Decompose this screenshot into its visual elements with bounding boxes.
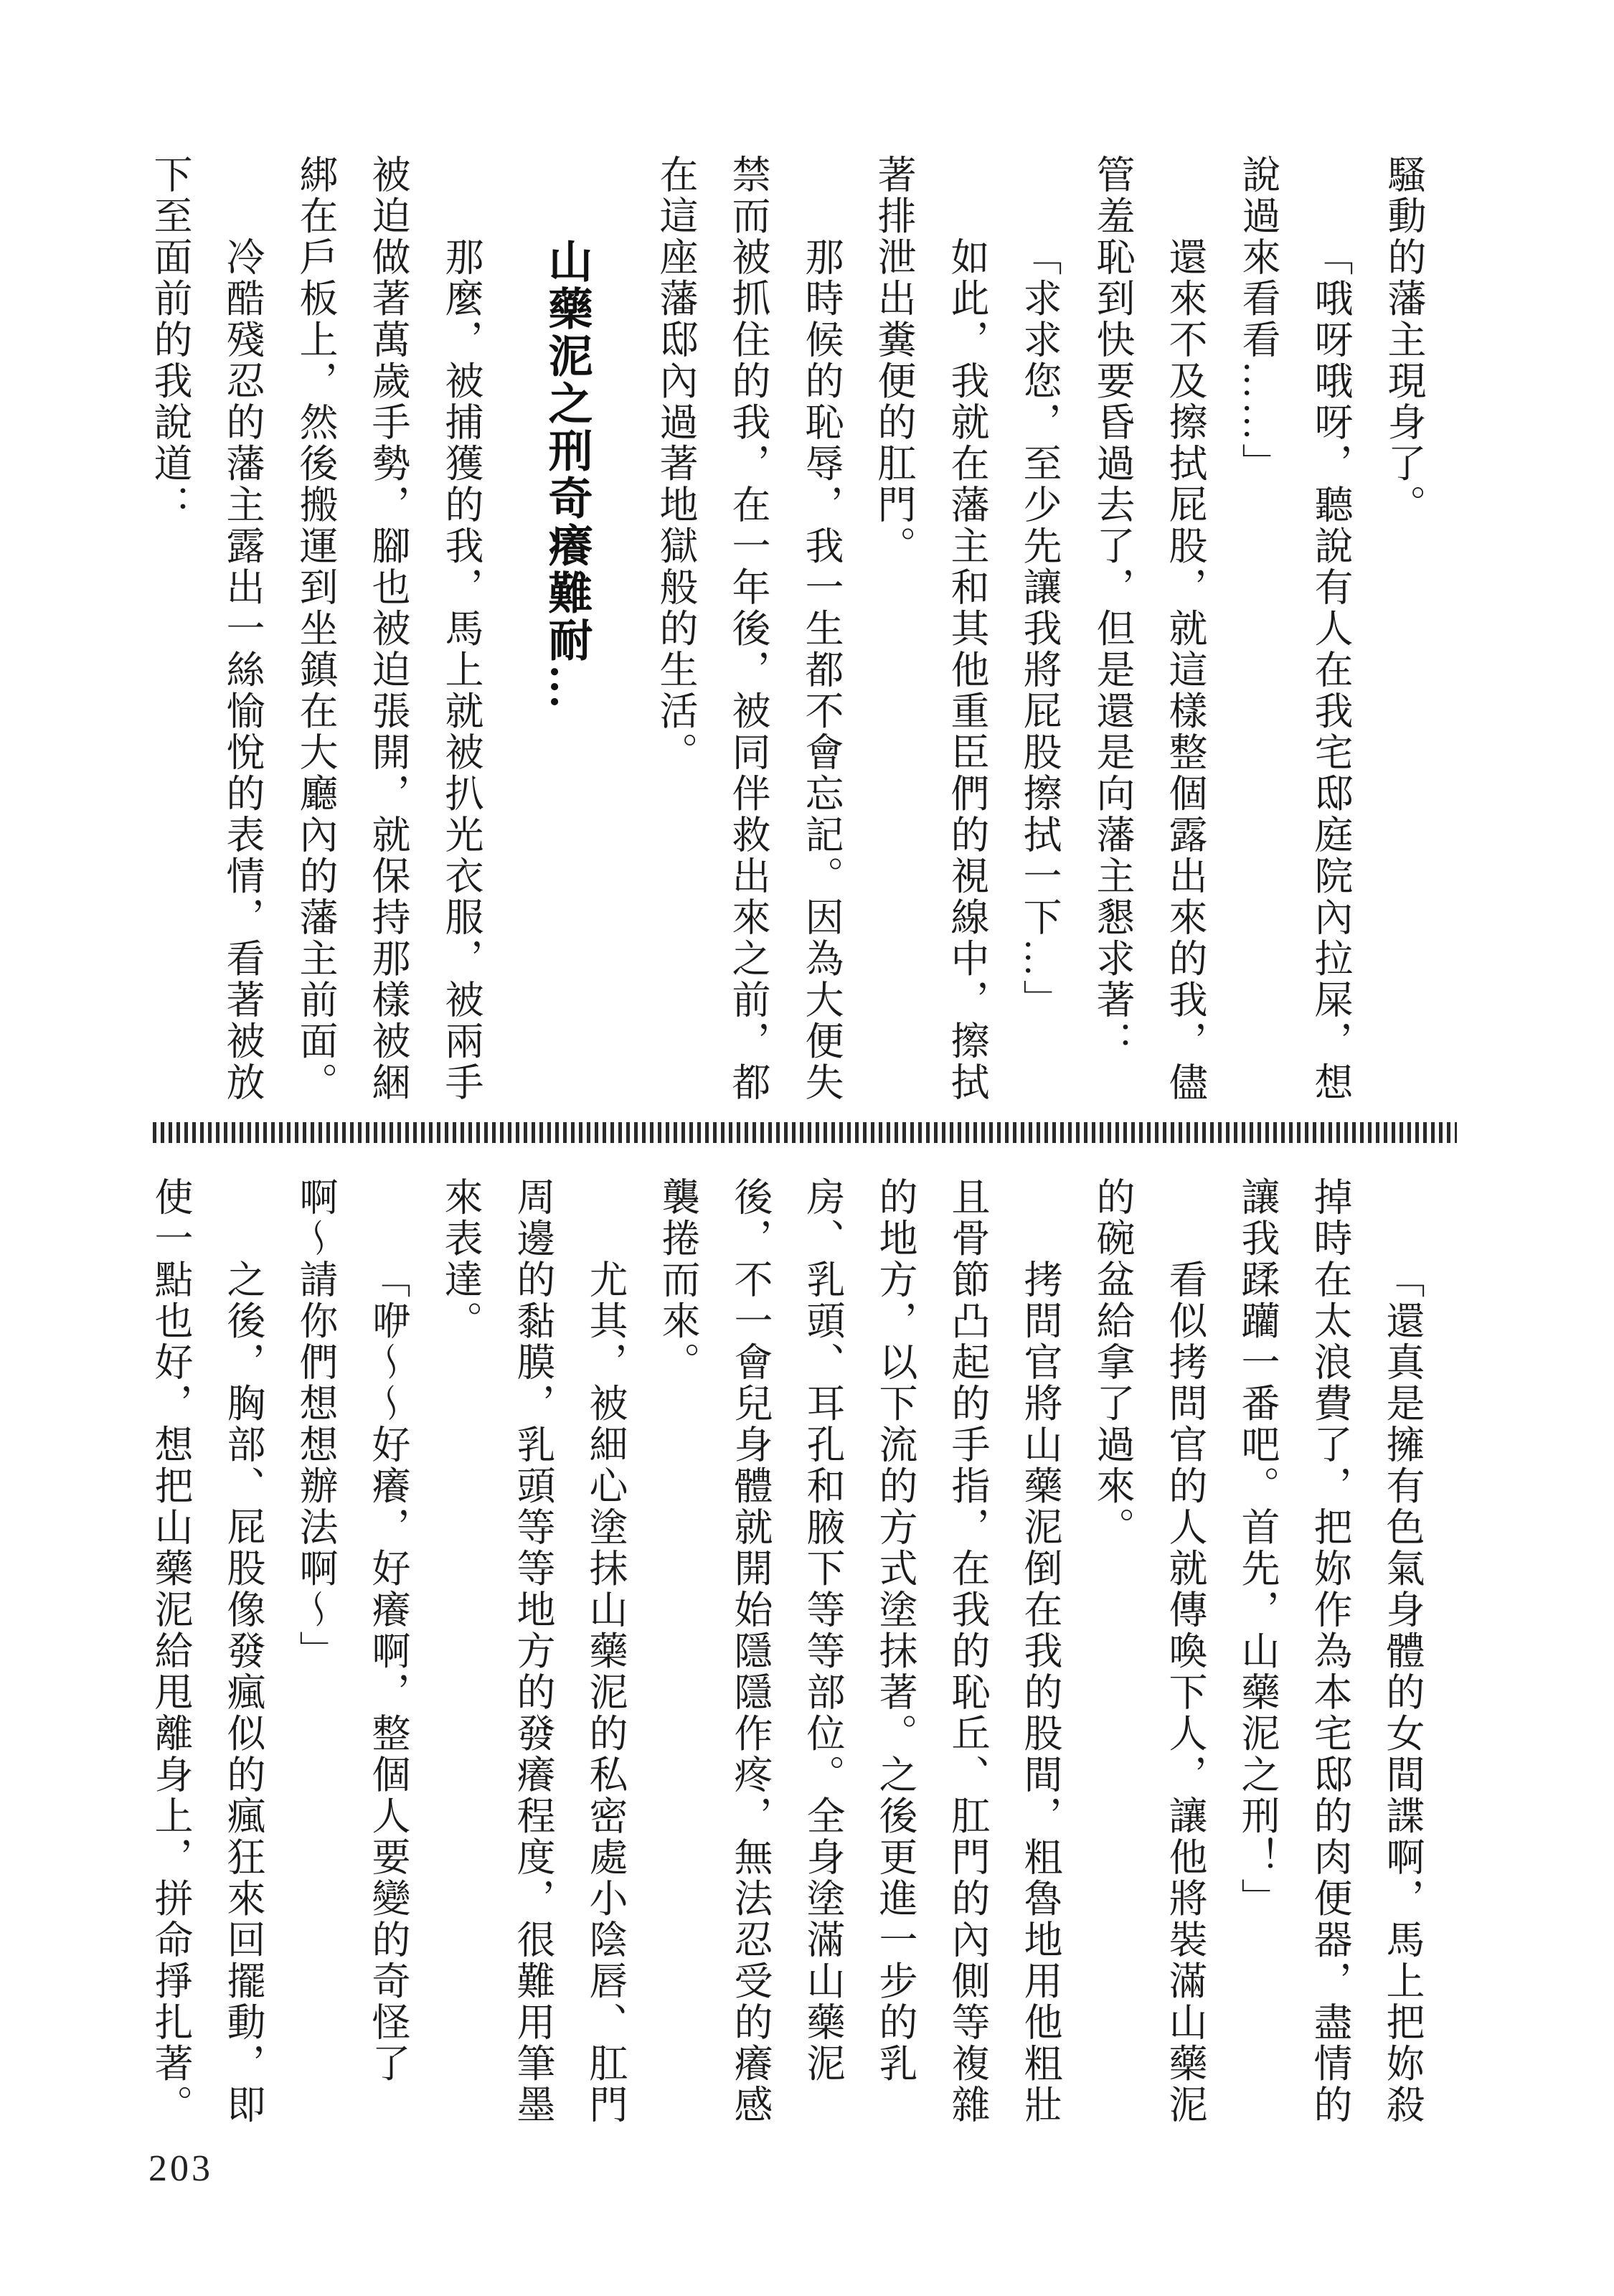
text-column: 的碗盆給拿了過來。 [1091,1177,1134,1548]
text-column: 拷問官將山藥泥倒在我的股間，粗魯地用他粗壯 [1019,1259,1062,2126]
text-column: 下至面前的我說道： [148,154,192,526]
text-column: 讓我蹂躪一番吧。首先，山藥泥之刑！」 [1236,1177,1279,1919]
text-column: 且骨節凸起的手指，在我的恥丘、肛門的內側等複雜 [946,1177,989,2126]
text-column: 禁而被抓住的我，在一年後，被同伴救出來之前，都 [727,154,770,1104]
text-column: 看似拷問官的人就傳喚下人，讓他將裝滿山藥泥 [1164,1259,1207,2126]
text-column: 在這座藩邸內過著地獄般的生活。 [654,154,697,773]
text-column: 周邊的黏膜，乳頭等等地方的發癢程度，很難用筆墨 [511,1177,554,2126]
text-column: 啊～請你們想想辦法啊～」 [294,1177,337,1672]
text-column: 掉時在太浪費了，把妳作為本宅邸的肉便器，盡情的 [1308,1177,1351,2126]
text-column: 那時候的恥辱，我一生都不會忘記。因為大便失 [800,237,843,1104]
page-number: 203 [148,2148,213,2189]
text-column: 的地方，以下流的方式塗抹著。之後更進一步的乳 [874,1177,917,2084]
text-column: 著排泄出糞便的肛門。 [872,154,915,567]
text-column: 「還真是擁有色氣身體的女間諜啊，馬上把妳殺 [1381,1259,1424,2126]
text-column: 還來不及擦拭屁股，就這樣整個露出來的我，儘 [1164,237,1207,1104]
text-column: 後，不一會兒身體就開始隱隱作疼，無法忍受的癢感 [729,1177,772,2126]
text-column: 冷酷殘忍的藩主露出一絲愉悅的表情，看著被放 [221,237,264,1104]
text-column: 之後，胸部、屁股像發瘋似的瘋狂來回擺動，即 [222,1259,265,2126]
text-column: 尤其，被細心塗抹山藥泥的私密處小陰唇、肛門 [584,1259,627,2126]
text-column: 襲捲而來。 [656,1177,699,1383]
text-column: 綁在戶板上，然後搬運到坐鎮在大廳內的藩主前面。 [294,154,337,1104]
text-column: 那麼，被捕獲的我，馬上就被扒光衣服，被兩手 [440,237,483,1104]
text-column: 房、乳頭、耳孔和腋下等等部位。全身塗滿山藥泥 [801,1177,844,2084]
text-column: 「咿～～好癢，好癢啊，整個人要變的奇怪了 [367,1259,410,2084]
text-column: 騷動的藩主現身了。 [1382,154,1425,526]
text-column: 來表達。 [439,1177,482,1342]
section-heading: 山藥泥之刑奇癢難耐… [542,238,590,712]
text-column: 被迫做著萬歲手勢，腳也被迫張開，就保持那樣被綑 [367,154,410,1104]
text-column: 管羞恥到快要昏過去了，但是還是向藩主懇求著： [1091,154,1134,1062]
section-divider [153,1122,1457,1143]
text-column: 說過來看看……」 [1237,154,1280,484]
text-column: 如此，我就在藩主和其他重臣們的視線中，擦拭 [945,237,988,1104]
text-column: 使一點也好，想把山藥泥給甩離身上，拼命掙扎著。 [149,1177,192,2126]
text-column: 「求求您，至少先讓我將屁股擦拭一下…」 [1018,237,1061,1021]
text-column: 「哦呀哦呀，聽說有人在我宅邸庭院內拉屎，想 [1309,237,1352,1104]
